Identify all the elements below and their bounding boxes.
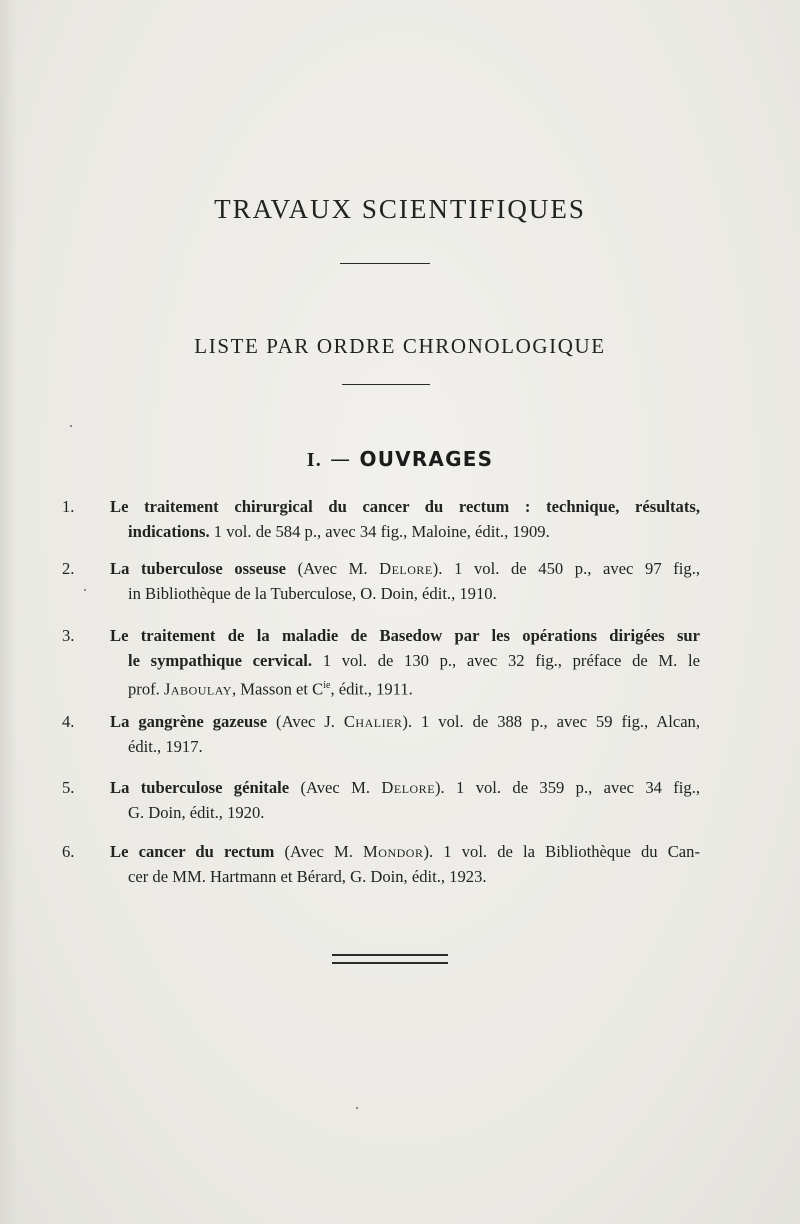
- author-name: Chalier: [343, 712, 403, 731]
- entry-title-text: Le cancer du rectum: [110, 842, 275, 861]
- entry-number: 4.: [62, 712, 75, 731]
- author-name: Mondor: [363, 842, 424, 861]
- entry-text: (Avec M.: [274, 842, 364, 861]
- entry-number: 3.: [62, 626, 75, 645]
- entry-text: ). 1 vol. de 388 p., avec 59 fig., Alcan,: [402, 712, 700, 731]
- entry-line: [86, 673, 700, 702]
- entry-line: [62, 494, 700, 519]
- entry-line: [62, 556, 701, 581]
- entry-line: [62, 709, 700, 734]
- entry-text: 1 vol. de 130 p., avec 32 fig., préface de M. le: [312, 651, 700, 670]
- entry-line: [86, 864, 700, 889]
- entry-title-text: La tuberculose génitale: [110, 778, 290, 797]
- entry-text: ). 1 vol. de 450 p., avec 97 fig.,: [432, 559, 701, 578]
- entry-number: 6.: [62, 842, 75, 861]
- entry-number: 2.: [62, 559, 75, 578]
- author-name: Delore: [379, 559, 433, 578]
- page-title: TRAVAUX SCIENTIFIQUES: [214, 194, 586, 224]
- page-subtitle: LISTE PAR ORDRE CHRONOLOGIQUE: [194, 334, 606, 358]
- print-speck: [70, 425, 72, 427]
- closing-double-rule: [332, 954, 448, 964]
- entry-text: ). 1 vol. de 359 p., avec 34 fig.,: [435, 778, 701, 797]
- entry-line: [86, 581, 700, 606]
- entry-line: [86, 734, 700, 759]
- entry-number: 5.: [62, 778, 75, 797]
- entry-text: (Avec M.: [286, 559, 380, 578]
- entry-title-text: Le traitement de la maladie de Basedow par les opérations dirigées sur: [110, 626, 700, 645]
- bibliography-entry-4: [62, 709, 700, 759]
- entry-text: (Avec J.: [267, 712, 344, 731]
- entry-line: [62, 775, 701, 800]
- subtitle-rule: [342, 384, 430, 385]
- entry-text: G. Doin, édit., 1920.: [128, 803, 265, 822]
- entry-text: 1 vol. de 584 p., avec 34 fig., Maloine, édit., 1909.: [209, 522, 550, 541]
- bibliography-entry-6: [62, 839, 700, 889]
- entry-title-text: le sympathique cervical.: [128, 651, 313, 670]
- section-number: I.: [306, 449, 322, 471]
- page-edge-shadow: [0, 0, 18, 1224]
- entry-text: cer de MM. Hartmann et Bérard, G. Doin, édit., 1923.: [128, 867, 487, 886]
- bibliography-entry-3: [62, 623, 700, 702]
- print-speck: [84, 589, 86, 591]
- entry-text: édit., 1917.: [128, 737, 203, 756]
- entry-line: [86, 519, 700, 544]
- entry-text: ). 1 vol. de la Bibliothèque du Can-: [423, 842, 700, 861]
- superscript-text: ie: [323, 680, 331, 691]
- print-speck: [356, 1107, 358, 1109]
- entry-title-text: La tuberculose osseuse: [110, 559, 286, 578]
- entry-line: [62, 623, 700, 648]
- entry-text: (Avec M.: [289, 778, 382, 797]
- entry-title-text: indications.: [128, 522, 210, 541]
- bibliography-entry-5: [62, 775, 701, 825]
- entry-line: [86, 648, 700, 673]
- bibliography-entry-1: [62, 494, 700, 544]
- entry-number: 1.: [62, 497, 75, 516]
- entry-line: [86, 800, 700, 825]
- section-heading: [0, 447, 800, 472]
- title-rule: [340, 263, 430, 264]
- author-name: Jaboulay: [163, 679, 232, 699]
- entry-title-text: Le traitement chirurgical du cancer du rectum : technique, résultats,: [110, 497, 700, 516]
- section-label: OUVRAGES: [359, 447, 494, 471]
- entry-text: in Bibliothèque de la Tuberculose, O. Doin, édit., 1910.: [128, 584, 497, 603]
- entry-text: , Masson et C: [231, 679, 324, 699]
- entry-title-text: La gangrène gazeuse: [110, 712, 268, 731]
- entry-text: , édit., 1911.: [330, 679, 413, 699]
- author-name: Delore: [381, 778, 436, 797]
- bibliography-entry-2: [62, 556, 701, 606]
- entry-text: prof.: [128, 679, 164, 699]
- entry-line: [62, 839, 700, 864]
- section-dash: —: [330, 447, 352, 471]
